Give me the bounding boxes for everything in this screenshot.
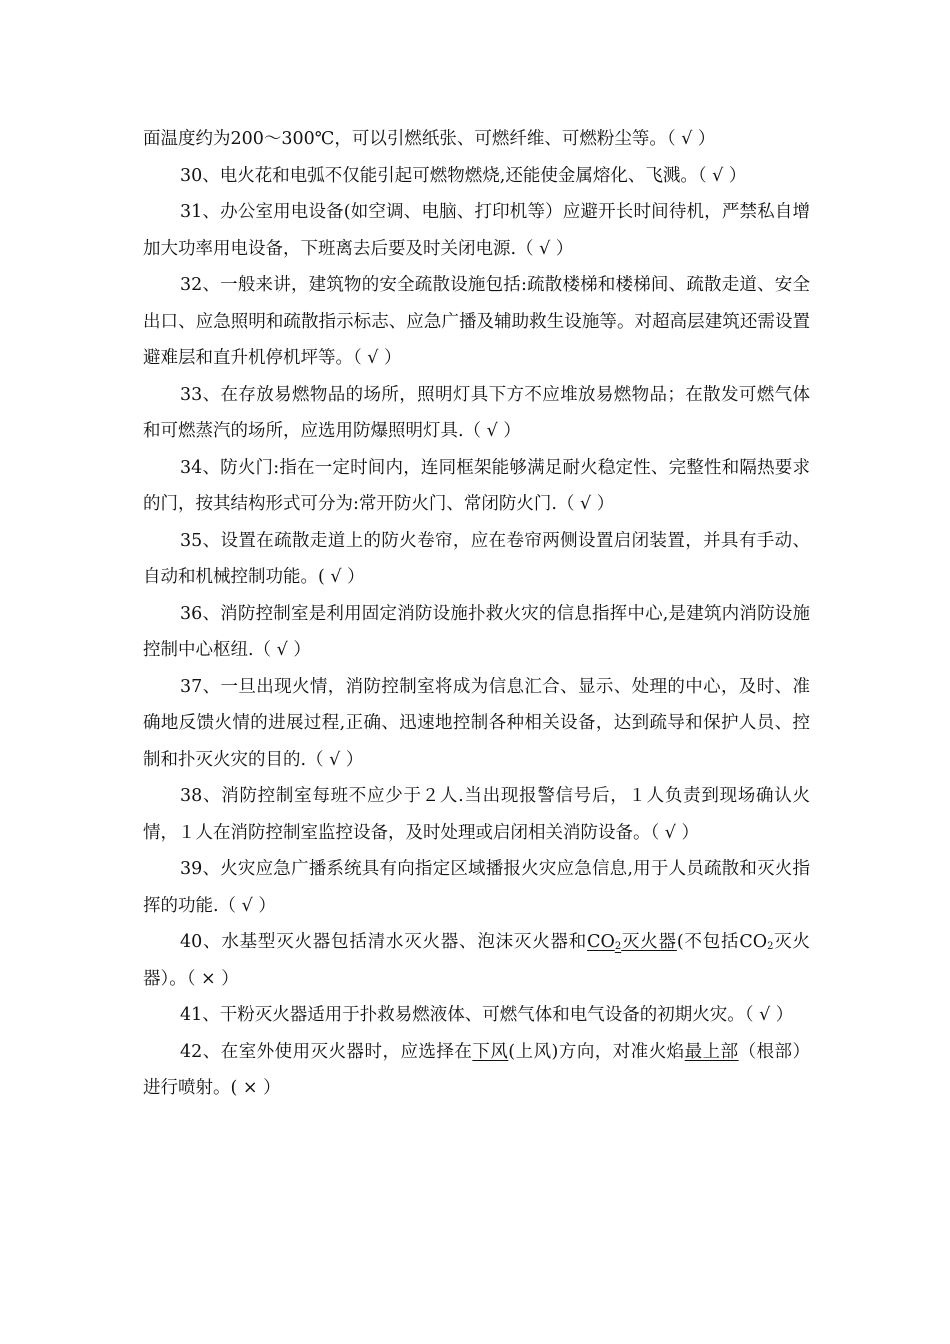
question-paragraph xyxy=(143,194,810,267)
paragraph-text: 面温度约为200～300℃，可以引燃纸张、可燃纤维、可燃粉尘等。（ √ ） xyxy=(143,129,716,149)
paragraph-text: 41、干粉灭火器适用于扑救易燃液体、可燃气体和电气设备的初期火灾。（ √ ） xyxy=(180,1005,794,1025)
question-paragraph xyxy=(143,1034,810,1107)
paragraph-text: 30、电火花和电弧不仅能引起可燃物燃烧,还能使金属熔化、飞溅。（ √ ） xyxy=(180,165,747,186)
question-paragraph xyxy=(143,450,810,523)
question-paragraph xyxy=(143,851,810,924)
paragraph-text: 33、在存放易燃物品的场所，照明灯具下方不应堆放易燃物品；在散发可燃气体和可燃蒸汽的场所，应选用防爆照明灯具.（ √ ） xyxy=(143,384,810,441)
paragraph-text: 34、防火门:指在一定时间内，连同框架能够满足耐火稳定性、完整性和隔热要求的门，按其结构形式可分为:常开防火门、常闭防火门.（ √ ） xyxy=(143,457,810,514)
question-paragraph xyxy=(143,377,810,450)
paragraph-text: （根部）进行喷射。( × ） xyxy=(143,1041,810,1098)
underlined-text: CO xyxy=(587,932,615,952)
question-paragraph xyxy=(143,158,810,195)
question-paragraph xyxy=(143,924,810,997)
paragraph-text: 31、办公室用电设备(如空调、电脑、打印机等）应避开长时间待机，严禁私自增加大功率用电设备，下班离去后要及时关闭电源.（ √ ） xyxy=(143,202,810,259)
question-paragraph xyxy=(143,523,810,596)
subscript-text: 2 xyxy=(767,941,774,952)
document-body xyxy=(143,121,810,1107)
subscript-text: 2 xyxy=(614,941,622,952)
paragraph-text: (不包括CO xyxy=(676,932,768,952)
paragraph-text: 37、一旦出现火情，消防控制室将成为信息汇合、显示、处理的中心，及时、准确地反馈火情的进展过程,正确、迅速地控制各种相关设备，达到疏导和保护人员、控制和扑灭火灾的目的.（ √ ） xyxy=(143,676,810,770)
underlined-text: 下风 xyxy=(472,1041,509,1062)
question-paragraph xyxy=(143,596,810,669)
question-paragraph xyxy=(143,267,810,377)
paragraph-text: 42、在室外使用灭火器时，应选择在 xyxy=(180,1041,473,1062)
question-paragraph xyxy=(143,997,810,1034)
question-paragraph xyxy=(143,778,810,851)
paragraph-text: 40、水基型灭火器包括清水灭火器、泡沫灭火器和 xyxy=(180,932,588,952)
paragraph-text: 35、设置在疏散走道上的防火卷帘，应在卷帘两侧设置启闭装置，并具有手动、自动和机械控制功能。( √ ） xyxy=(143,530,810,587)
paragraph-text: (上风)方向，对准火焰 xyxy=(508,1041,685,1062)
paragraph-text: 灭火器）。（ × ） xyxy=(143,932,811,989)
underlined-text: 灭火器 xyxy=(621,932,677,952)
paragraph-text: 38、消防控制室每班不应少于２人.当出现报警信号后，１人负责到现场确认火情，１人在消防控制室监控设备，及时处理或启闭相关消防设备。（ √ ） xyxy=(143,786,810,843)
paragraph-text: 36、消防控制室是利用固定消防设施扑救火灾的信息指挥中心,是建筑内消防设施控制中心枢纽.（ √ ） xyxy=(143,603,810,660)
paragraph-text: 32、一般来讲，建筑物的安全疏散设施包括:疏散楼梯和楼梯间、疏散走道、安全出口、应急照明和疏散指示标志、应急广播及辅助救生设施等。对超高层建筑还需设置避难层和直升机停机坪等。（ √ ） xyxy=(143,275,810,368)
paragraph-text: 39、火灾应急广播系统具有向指定区域播报火灾应急信息,用于人员疏散和灭火指挥的功能.（ √ ） xyxy=(143,859,810,916)
underlined-text: 最上部 xyxy=(684,1041,739,1062)
question-paragraph xyxy=(143,669,810,779)
question-paragraph xyxy=(143,121,810,158)
